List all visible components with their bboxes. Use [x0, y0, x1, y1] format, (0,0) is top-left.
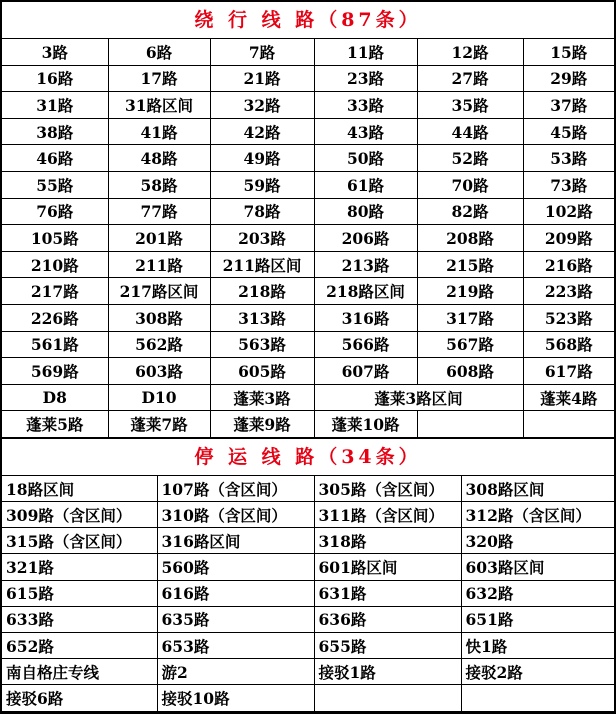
route-cell: 607路	[314, 358, 417, 385]
table-row	[2, 411, 614, 438]
route-cell	[461, 685, 614, 711]
route-cell: 216路	[523, 251, 614, 278]
route-cell: 321路	[2, 554, 157, 580]
route-cell: 50路	[314, 145, 417, 172]
route-cell: 37路	[523, 92, 614, 119]
table-row	[2, 225, 614, 252]
detour-routes-table	[2, 39, 614, 438]
route-cell: 16路	[2, 65, 108, 92]
route-cell: 217路	[2, 278, 108, 305]
route-cell: 42路	[210, 118, 314, 145]
route-cell: 213路	[314, 251, 417, 278]
route-cell: 560路	[157, 554, 314, 580]
route-cell: 蓬莱3路区间	[314, 384, 523, 411]
route-cell: 接驳10路	[157, 685, 314, 711]
route-cell: D8	[2, 384, 108, 411]
detour-routes-title: 绕 行 线 路（87条）	[2, 2, 614, 39]
route-cell: 561路	[2, 331, 108, 358]
route-cell: 80路	[314, 198, 417, 225]
stopped-routes-title: 停 运 线 路（34条）	[2, 438, 614, 476]
route-cell: 7路	[210, 39, 314, 65]
route-cell: D10	[108, 384, 210, 411]
route-cell: 651路	[461, 606, 614, 632]
route-cell: 55路	[2, 171, 108, 198]
route-cell: 312路（含区间）	[461, 502, 614, 528]
table-row	[2, 171, 614, 198]
table-row	[2, 65, 614, 92]
route-cell: 蓬莱5路	[2, 411, 108, 438]
route-cell: 617路	[523, 358, 614, 385]
table-row	[2, 528, 614, 554]
route-cell: 219路	[417, 278, 523, 305]
route-cell: 316路区间	[157, 528, 314, 554]
route-cell: 107路（含区间）	[157, 476, 314, 502]
route-cell: 18路区间	[2, 476, 157, 502]
route-cell: 603路区间	[461, 554, 614, 580]
route-cell: 蓬莱4路	[523, 384, 614, 411]
route-cell: 601路区间	[314, 554, 461, 580]
route-cell: 605路	[210, 358, 314, 385]
route-cell: 305路（含区间）	[314, 476, 461, 502]
route-cell: 73路	[523, 171, 614, 198]
table-row	[2, 251, 614, 278]
route-cell: 655路	[314, 633, 461, 659]
route-cell	[417, 411, 523, 438]
table-row	[2, 659, 614, 685]
route-cell: 82路	[417, 198, 523, 225]
route-cell: 567路	[417, 331, 523, 358]
route-cell: 31路区间	[108, 92, 210, 119]
route-cell: 45路	[523, 118, 614, 145]
route-cell: 316路	[314, 304, 417, 331]
route-cell: 308路	[108, 304, 210, 331]
table-row	[2, 685, 614, 711]
table-row	[2, 39, 614, 65]
route-cell: 12路	[417, 39, 523, 65]
route-cell: 快1路	[461, 633, 614, 659]
route-cell: 61路	[314, 171, 417, 198]
route-cell: 608路	[417, 358, 523, 385]
route-cell: 49路	[210, 145, 314, 172]
route-cell: 31路	[2, 92, 108, 119]
route-cell: 209路	[523, 225, 614, 252]
route-cell: 320路	[461, 528, 614, 554]
route-cell: 17路	[108, 65, 210, 92]
table-row	[2, 198, 614, 225]
table-row	[2, 358, 614, 385]
route-cell: 蓬莱10路	[314, 411, 417, 438]
route-cell: 6路	[108, 39, 210, 65]
route-cell	[523, 411, 614, 438]
route-cell: 313路	[210, 304, 314, 331]
route-cell: 43路	[314, 118, 417, 145]
route-cell: 59路	[210, 171, 314, 198]
route-cell: 653路	[157, 633, 314, 659]
table-row	[2, 384, 614, 411]
route-cell: 315路（含区间）	[2, 528, 157, 554]
route-cell: 569路	[2, 358, 108, 385]
stopped-routes-table	[2, 476, 614, 712]
route-cell: 563路	[210, 331, 314, 358]
route-cell: 603路	[108, 358, 210, 385]
table-row	[2, 633, 614, 659]
route-cell: 652路	[2, 633, 157, 659]
table-row	[2, 331, 614, 358]
route-cell: 44路	[417, 118, 523, 145]
route-cell: 3路	[2, 39, 108, 65]
table-row	[2, 606, 614, 632]
route-cell: 203路	[210, 225, 314, 252]
route-cell: 218路	[210, 278, 314, 305]
route-cell: 317路	[417, 304, 523, 331]
route-cell: 78路	[210, 198, 314, 225]
route-cell: 217路区间	[108, 278, 210, 305]
route-cell: 58路	[108, 171, 210, 198]
route-cell: 70路	[417, 171, 523, 198]
table-row	[2, 145, 614, 172]
route-cell: 15路	[523, 39, 614, 65]
route-cell: 105路	[2, 225, 108, 252]
route-cell: 27路	[417, 65, 523, 92]
route-cell: 蓬莱3路	[210, 384, 314, 411]
table-row	[2, 118, 614, 145]
route-cell: 38路	[2, 118, 108, 145]
route-cell: 接驳1路	[314, 659, 461, 685]
route-cell: 52路	[417, 145, 523, 172]
route-cell: 636路	[314, 606, 461, 632]
route-cell: 77路	[108, 198, 210, 225]
route-cell: 211路区间	[210, 251, 314, 278]
route-cell: 102路	[523, 198, 614, 225]
route-cell: 308路区间	[461, 476, 614, 502]
route-cell: 309路（含区间）	[2, 502, 157, 528]
route-cell: 接驳6路	[2, 685, 157, 711]
route-cell: 76路	[2, 198, 108, 225]
route-cell: 566路	[314, 331, 417, 358]
route-cell: 523路	[523, 304, 614, 331]
route-cell: 223路	[523, 278, 614, 305]
route-cell: 48路	[108, 145, 210, 172]
route-cell	[314, 685, 461, 711]
route-cell: 633路	[2, 606, 157, 632]
route-cell: 11路	[314, 39, 417, 65]
route-cell: 562路	[108, 331, 210, 358]
table-row	[2, 502, 614, 528]
route-cell: 632路	[461, 580, 614, 606]
route-cell: 游2	[157, 659, 314, 685]
route-cell: 53路	[523, 145, 614, 172]
route-cell: 21路	[210, 65, 314, 92]
route-cell: 32路	[210, 92, 314, 119]
route-cell: 568路	[523, 331, 614, 358]
route-cell: 210路	[2, 251, 108, 278]
route-cell: 35路	[417, 92, 523, 119]
table-row	[2, 580, 614, 606]
route-cell: 南自格庄专线	[2, 659, 157, 685]
route-cell: 211路	[108, 251, 210, 278]
route-cell: 接驳2路	[461, 659, 614, 685]
route-cell: 46路	[2, 145, 108, 172]
table-row	[2, 278, 614, 305]
route-cell: 615路	[2, 580, 157, 606]
table-row	[2, 304, 614, 331]
route-cell: 226路	[2, 304, 108, 331]
route-cell: 206路	[314, 225, 417, 252]
table-row	[2, 554, 614, 580]
table-row	[2, 92, 614, 119]
route-cell: 蓬莱7路	[108, 411, 210, 438]
route-cell: 29路	[523, 65, 614, 92]
route-cell: 318路	[314, 528, 461, 554]
route-cell: 23路	[314, 65, 417, 92]
route-cell: 蓬莱9路	[210, 411, 314, 438]
route-cell: 33路	[314, 92, 417, 119]
route-cell: 208路	[417, 225, 523, 252]
route-cell: 635路	[157, 606, 314, 632]
route-cell: 41路	[108, 118, 210, 145]
route-cell: 201路	[108, 225, 210, 252]
route-cell: 311路（含区间）	[314, 502, 461, 528]
table-row	[2, 476, 614, 502]
route-cell: 218路区间	[314, 278, 417, 305]
route-cell: 616路	[157, 580, 314, 606]
route-cell: 631路	[314, 580, 461, 606]
route-cell: 310路（含区间）	[157, 502, 314, 528]
route-cell: 215路	[417, 251, 523, 278]
